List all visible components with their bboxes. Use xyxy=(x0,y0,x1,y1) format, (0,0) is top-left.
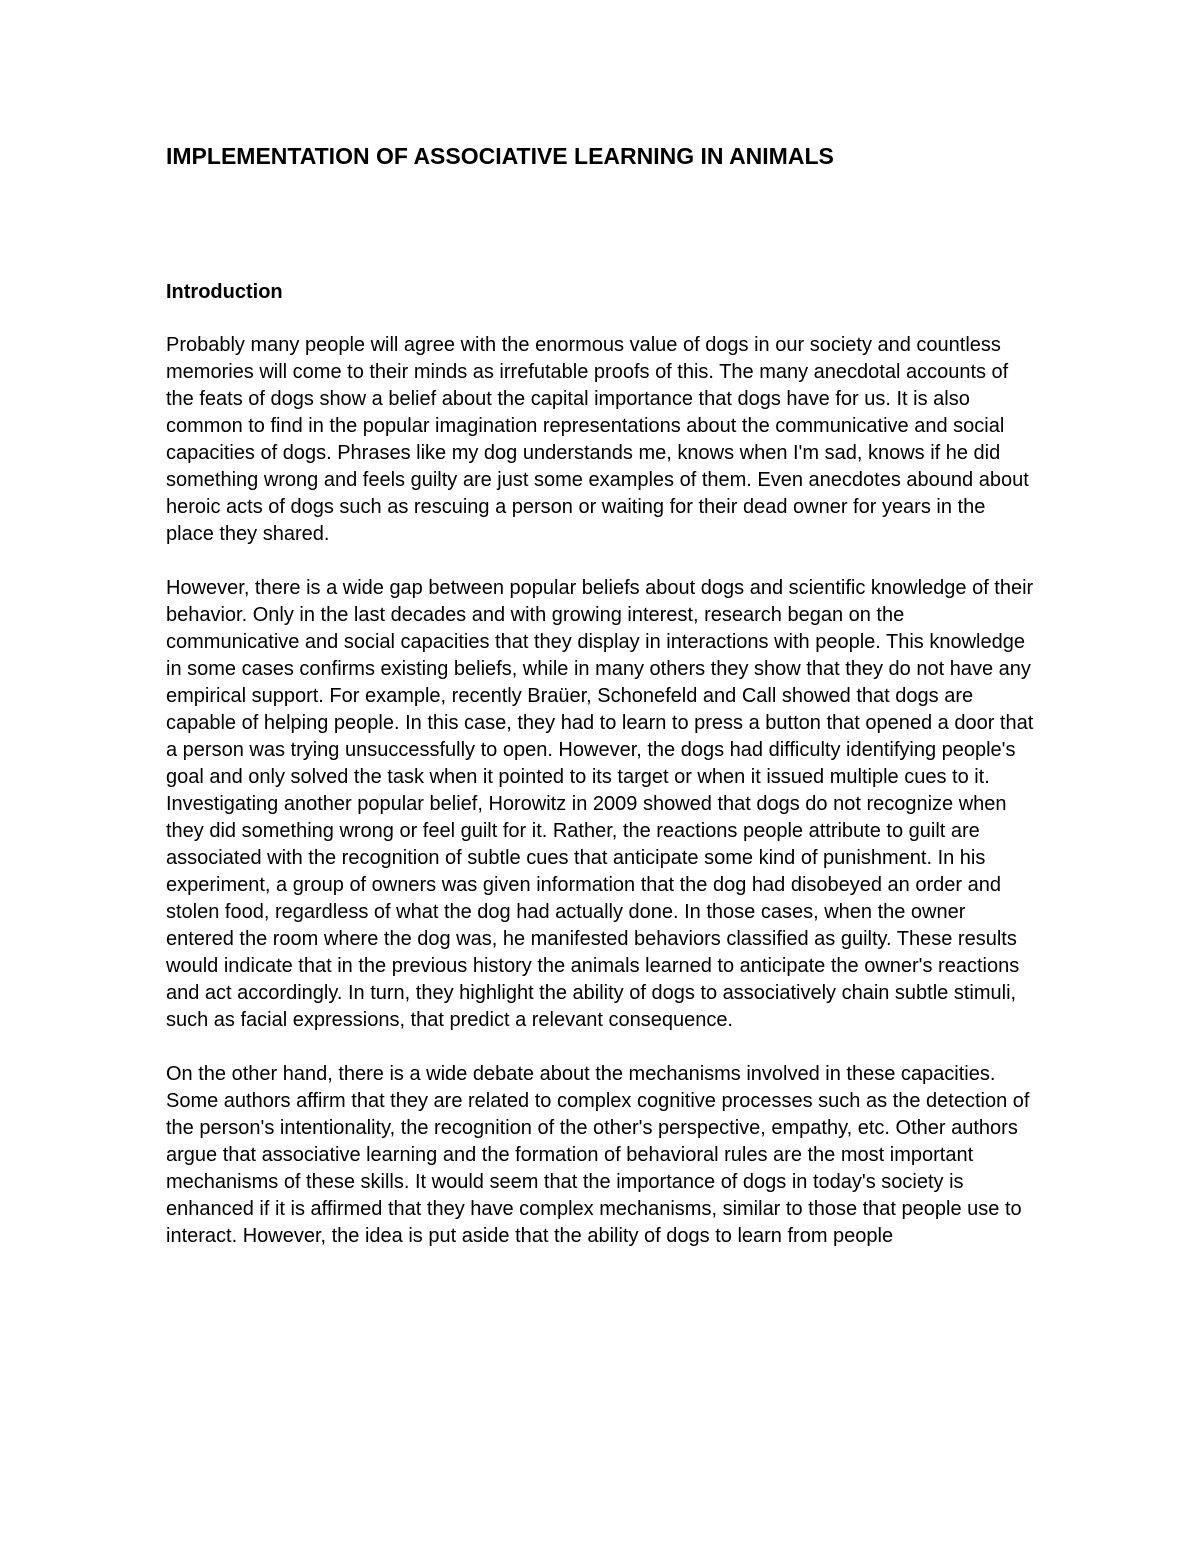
document-body xyxy=(166,140,1036,1250)
paragraph-1: Probably many people will agree with the enormous value of dogs in our society and countless memories will come to their minds as irrefutable proofs of this. The many anecdotal accounts of the feats of dogs show a belief about the capital importance that dogs have for us. It is also common to find in the popular imagination representations about the communicative and social capacities of dogs. Phrases like my dog understands me, knows when I'm sad, knows if he did something wrong and feels guilty are just some examples of them. Even anecdotes abound about heroic acts of dogs such as rescuing a person or waiting for their dead owner for years in the place they shared. xyxy=(166,334,1029,545)
paragraph-3: On the other hand, there is a wide debate about the mechanisms involved in these capacities. Some authors affirm that they are related to complex cognitive processes such as the detection of the person's intentionality, the recognition of the other's perspective, empathy, etc. Other authors argue that associative learning and the formation of behavioral rules are the most important mechanisms of these skills. It would seem that the importance of dogs in today's society is enhanced if it is affirmed that they have complex mechanisms, similar to those that people use to interact. However, the idea is put aside that the ability of dogs to learn from people xyxy=(166,1063,1030,1247)
introduction-text xyxy=(166,332,1036,1250)
paragraph-2: However, there is a wide gap between popular beliefs about dogs and scientific knowledge of their behavior. Only in the last decades and with growing interest, research began on the communicative and social capacities that they display in interactions with people. This knowledge in some cases confirms existing beliefs, while in many others they show that they do not have any empirical support. For example, recently Braüer, Schonefeld and Call showed that dogs are capable of helping people. In this case, they had to learn to press a button that opened a door that a person was trying unsuccessfully to open. However, the dogs had difficulty identifying people's goal and only solved the task when it pointed to its target or when it issued multiple cues to it. Investigating another popular belief, Horowitz in 2009 showed that dogs do not recognize when they did something wrong or feel guilt for it. Rather, the reactions people attribute to guilt are associated with the recognition of subtle cues that anticipate some kind of punishment. In his experiment, a group of owners was given information that the dog had disobeyed an order and stolen food, regardless of what the dog had actually done. In those cases, when the owner entered the room where the dog was, he manifested behaviors classified as guilty. These results would indicate that in the previous history the animals learned to anticipate the owner's reactions and act accordingly. In turn, they highlight the ability of dogs to associatively chain subtle stimuli, such as facial expressions, that predict a relevant consequence. xyxy=(166,577,1034,1031)
document-title: IMPLEMENTATION OF ASSOCIATIVE LEARNING IN ANIMALS xyxy=(166,143,834,169)
section-heading-introduction: Introduction xyxy=(166,281,283,303)
